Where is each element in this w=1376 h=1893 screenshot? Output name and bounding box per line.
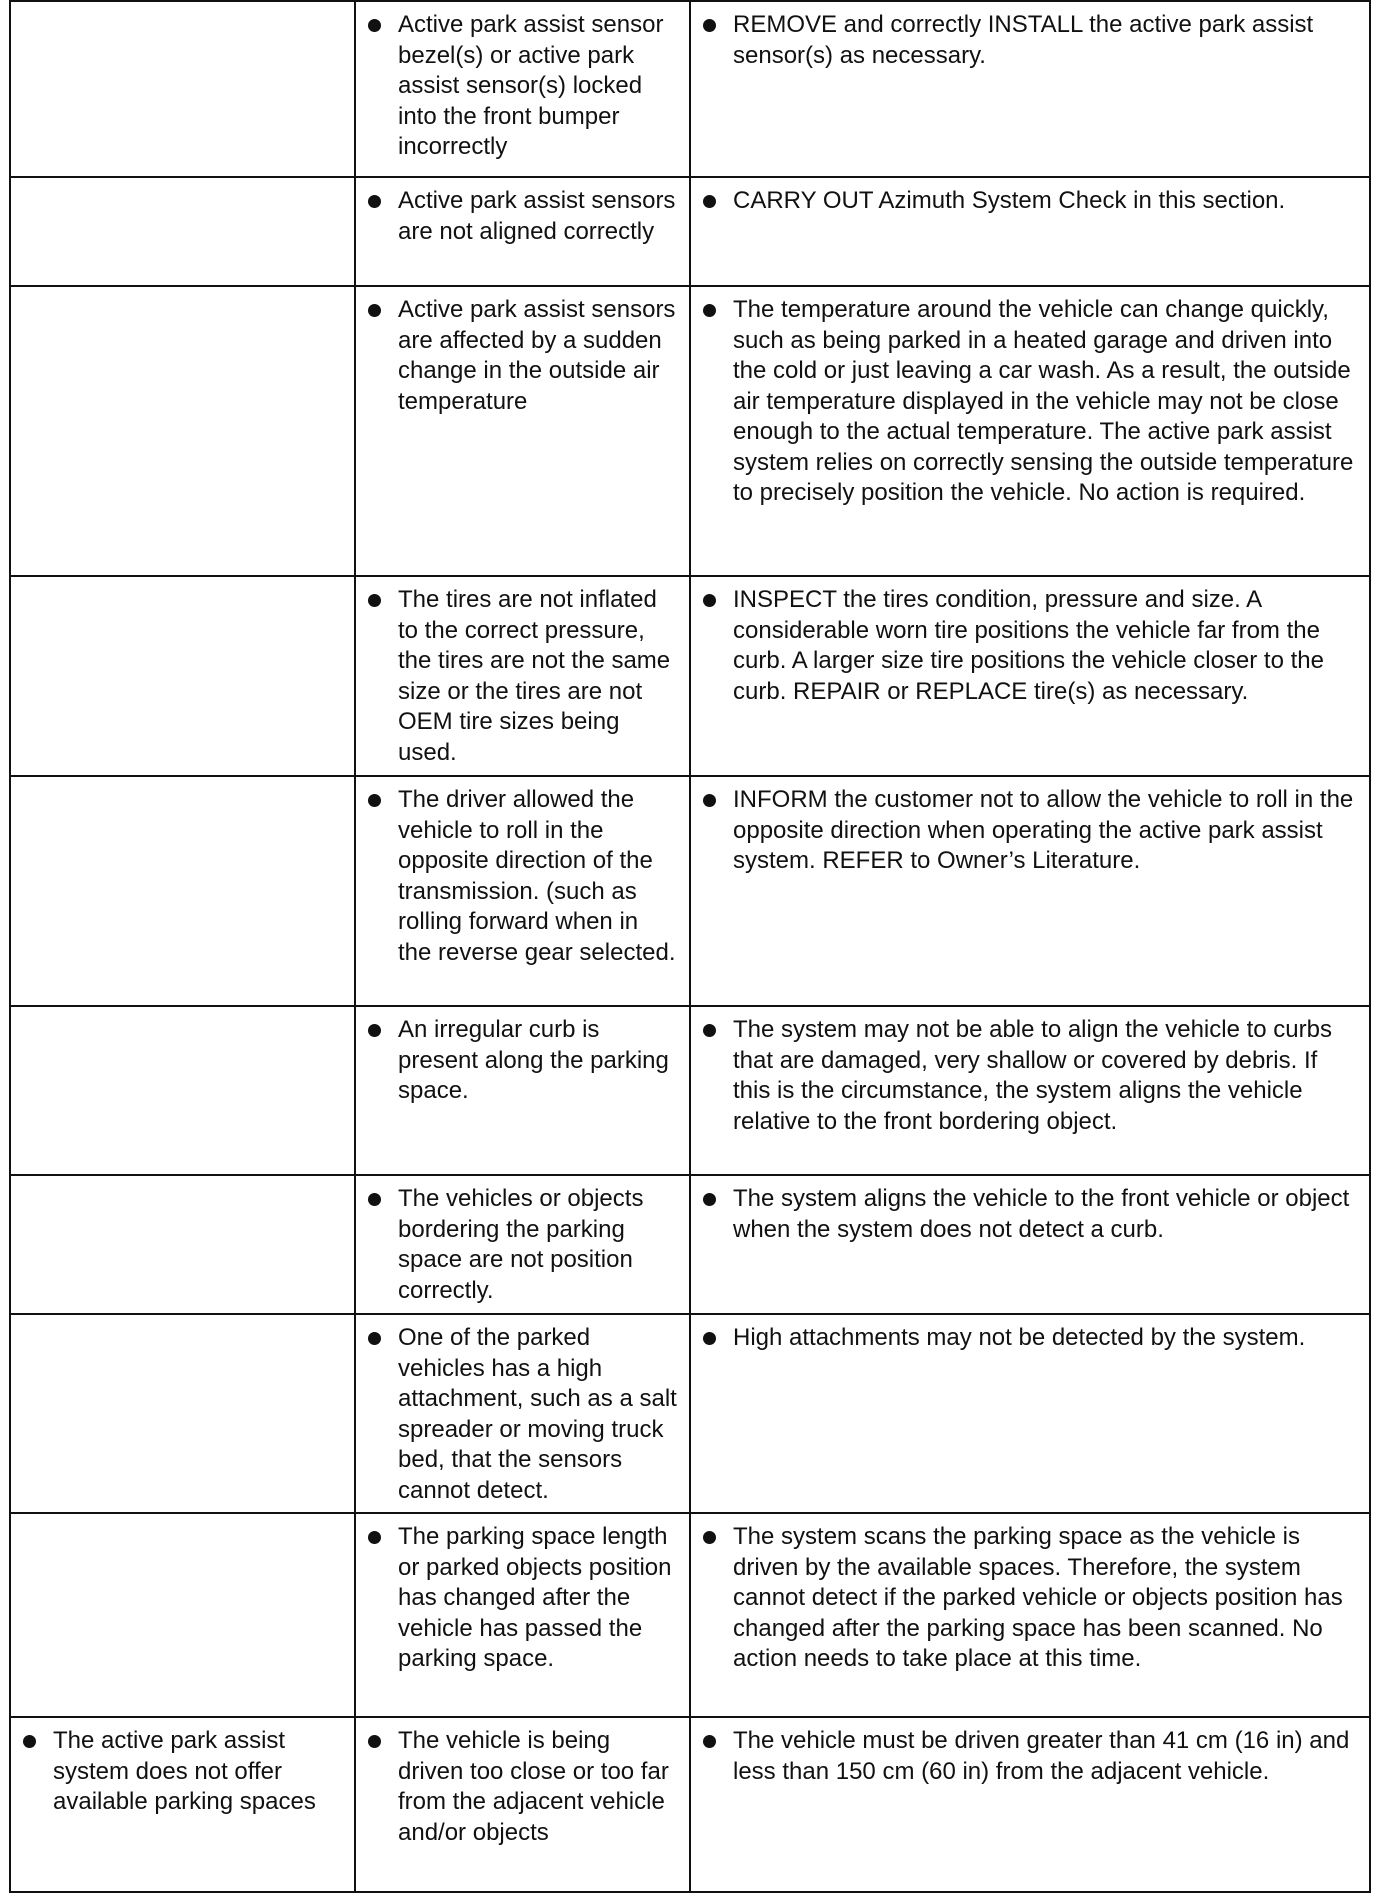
cause-cell <box>355 1175 690 1314</box>
table-row <box>10 1513 1370 1717</box>
condition-cell <box>10 1513 355 1717</box>
condition-cell <box>10 1175 355 1314</box>
action-list-item <box>701 186 1357 217</box>
cause-list-item <box>366 10 677 163</box>
cause-cell <box>355 1717 690 1892</box>
action-list-item <box>701 585 1357 707</box>
cause-cell <box>355 1 690 177</box>
diagnostic-table <box>9 0 1371 1893</box>
bullet-icon <box>368 594 381 607</box>
action-list-item <box>701 1184 1357 1245</box>
action-list-item <box>701 785 1357 877</box>
action-cell <box>690 1314 1370 1513</box>
condition-cell <box>10 286 355 576</box>
action-list-item <box>701 1522 1357 1675</box>
bullet-icon <box>368 1735 381 1748</box>
bullet-icon <box>368 1531 381 1544</box>
bullet-icon <box>368 1193 381 1206</box>
condition-text: The active park assist system does not offer available parking spaces <box>53 1727 316 1815</box>
bullet-icon <box>703 1735 716 1748</box>
condition-cell <box>10 177 355 286</box>
cause-list-item <box>366 585 677 768</box>
table-row <box>10 1006 1370 1175</box>
action-cell <box>690 1006 1370 1175</box>
action-text: The temperature around the vehicle can change quickly, such as being parked in a heated garage and driven into the cold or just leaving a car wash. As a result, the outside air temperature displayed in the vehicle may not be close enough to the actual temperature. The active park assist system relies on correctly sensing the outside temperature to precisely position the vehicle. No action is required. <box>733 296 1354 506</box>
table-row <box>10 776 1370 1006</box>
cause-cell <box>355 1513 690 1717</box>
cause-cell <box>355 576 690 776</box>
cause-text: Active park assist sensor bezel(s) or active park assist sensor(s) locked into the front bumper incorrectly <box>398 11 664 160</box>
table-row <box>10 576 1370 776</box>
bullet-icon <box>703 1193 716 1206</box>
bullet-icon <box>703 1332 716 1345</box>
bullet-icon <box>703 19 716 32</box>
cause-text: One of the parked vehicles has a high attachment, such as a salt spreader or moving truck bed, that the sensors cannot detect. <box>398 1324 677 1504</box>
bullet-icon <box>368 19 381 32</box>
action-text: High attachments may not be detected by the system. <box>733 1324 1306 1351</box>
bullet-icon <box>368 304 381 317</box>
bullet-icon <box>23 1735 36 1748</box>
action-list-item <box>701 1323 1357 1354</box>
table-row <box>10 1314 1370 1513</box>
action-cell <box>690 576 1370 776</box>
action-cell <box>690 776 1370 1006</box>
condition-cell <box>10 576 355 776</box>
action-text: CARRY OUT Azimuth System Check in this section. <box>733 187 1286 214</box>
action-text: INFORM the customer not to allow the vehicle to roll in the opposite direction when operating the active park assist system. REFER to Owner’s Literature. <box>733 786 1354 874</box>
action-text: INSPECT the tires condition, pressure and size. A considerable worn tire positions the vehicle far from the curb. A larger size tire positions the vehicle closer to the curb. REPAIR or REPLACE tire(s) as necessary. <box>733 586 1324 705</box>
diagnostic-table-body <box>10 1 1370 1892</box>
action-cell <box>690 1513 1370 1717</box>
cause-cell <box>355 286 690 576</box>
action-list-item <box>701 1015 1357 1137</box>
action-text: The system may not be able to align the vehicle to curbs that are damaged, very shallow or covered by debris. If this is the circumstance, the system aligns the vehicle relative to the front bordering object. <box>733 1016 1332 1135</box>
table-row <box>10 1175 1370 1314</box>
condition-list-item <box>21 1726 342 1818</box>
cause-text: The vehicles or objects bordering the parking space are not position correctly. <box>398 1185 644 1304</box>
table-row <box>10 177 1370 286</box>
cause-list-item <box>366 295 677 417</box>
action-text: The system scans the parking space as the vehicle is driven by the available spaces. Therefore, the system cannot detect if the parked vehicle or objects position has changed after the parking space has been scanned. No action needs to take place at this time. <box>733 1523 1343 1672</box>
action-text: The vehicle must be driven greater than 41 cm (16 in) and less than 150 cm (60 in) from the adjacent vehicle. <box>733 1727 1350 1785</box>
bullet-icon <box>368 195 381 208</box>
cause-list-item <box>366 1522 677 1675</box>
action-cell <box>690 177 1370 286</box>
bullet-icon <box>368 1332 381 1345</box>
table-row <box>10 286 1370 576</box>
action-list-item <box>701 295 1357 509</box>
cause-text: The parking space length or parked objects position has changed after the vehicle has passed the parking space. <box>398 1523 672 1672</box>
cause-text: An irregular curb is present along the parking space. <box>398 1016 669 1104</box>
bullet-icon <box>703 594 716 607</box>
cause-text: The vehicle is being driven too close or too far from the adjacent vehicle and/or objects <box>398 1727 669 1846</box>
action-list-item <box>701 10 1357 71</box>
cause-text: The tires are not inflated to the correct pressure, the tires are not the same size or the tires are not OEM tire sizes being used. <box>398 586 671 766</box>
cause-list-item <box>366 1015 677 1107</box>
bullet-icon <box>703 1024 716 1037</box>
cause-list-item <box>366 186 677 247</box>
condition-cell <box>10 1 355 177</box>
cause-cell <box>355 177 690 286</box>
bullet-icon <box>703 1531 716 1544</box>
bullet-icon <box>703 794 716 807</box>
condition-cell <box>10 1006 355 1175</box>
cause-text: Active park assist sensors are affected by a sudden change in the outside air temperature <box>398 296 676 415</box>
cause-cell <box>355 776 690 1006</box>
condition-cell <box>10 1717 355 1892</box>
table-row <box>10 1 1370 177</box>
cause-list-item <box>366 1323 677 1506</box>
condition-cell <box>10 776 355 1006</box>
cause-text: Active park assist sensors are not aligned correctly <box>398 187 676 245</box>
cause-list-item <box>366 1184 677 1306</box>
action-cell <box>690 1175 1370 1314</box>
action-cell <box>690 1717 1370 1892</box>
cause-list-item <box>366 785 677 968</box>
bullet-icon <box>703 195 716 208</box>
table-row <box>10 1717 1370 1892</box>
action-text: REMOVE and correctly INSTALL the active park assist sensor(s) as necessary. <box>733 11 1314 69</box>
cause-list-item <box>366 1726 677 1848</box>
bullet-icon <box>368 794 381 807</box>
bullet-icon <box>368 1024 381 1037</box>
action-cell <box>690 1 1370 177</box>
cause-text: The driver allowed the vehicle to roll in the opposite direction of the transmission. (such as rolling forward when in the reverse gear selected. <box>398 786 676 966</box>
action-text: The system aligns the vehicle to the front vehicle or object when the system does not detect a curb. <box>733 1185 1350 1243</box>
bullet-icon <box>703 304 716 317</box>
condition-cell <box>10 1314 355 1513</box>
action-cell <box>690 286 1370 576</box>
cause-cell <box>355 1314 690 1513</box>
cause-cell <box>355 1006 690 1175</box>
action-list-item <box>701 1726 1357 1787</box>
